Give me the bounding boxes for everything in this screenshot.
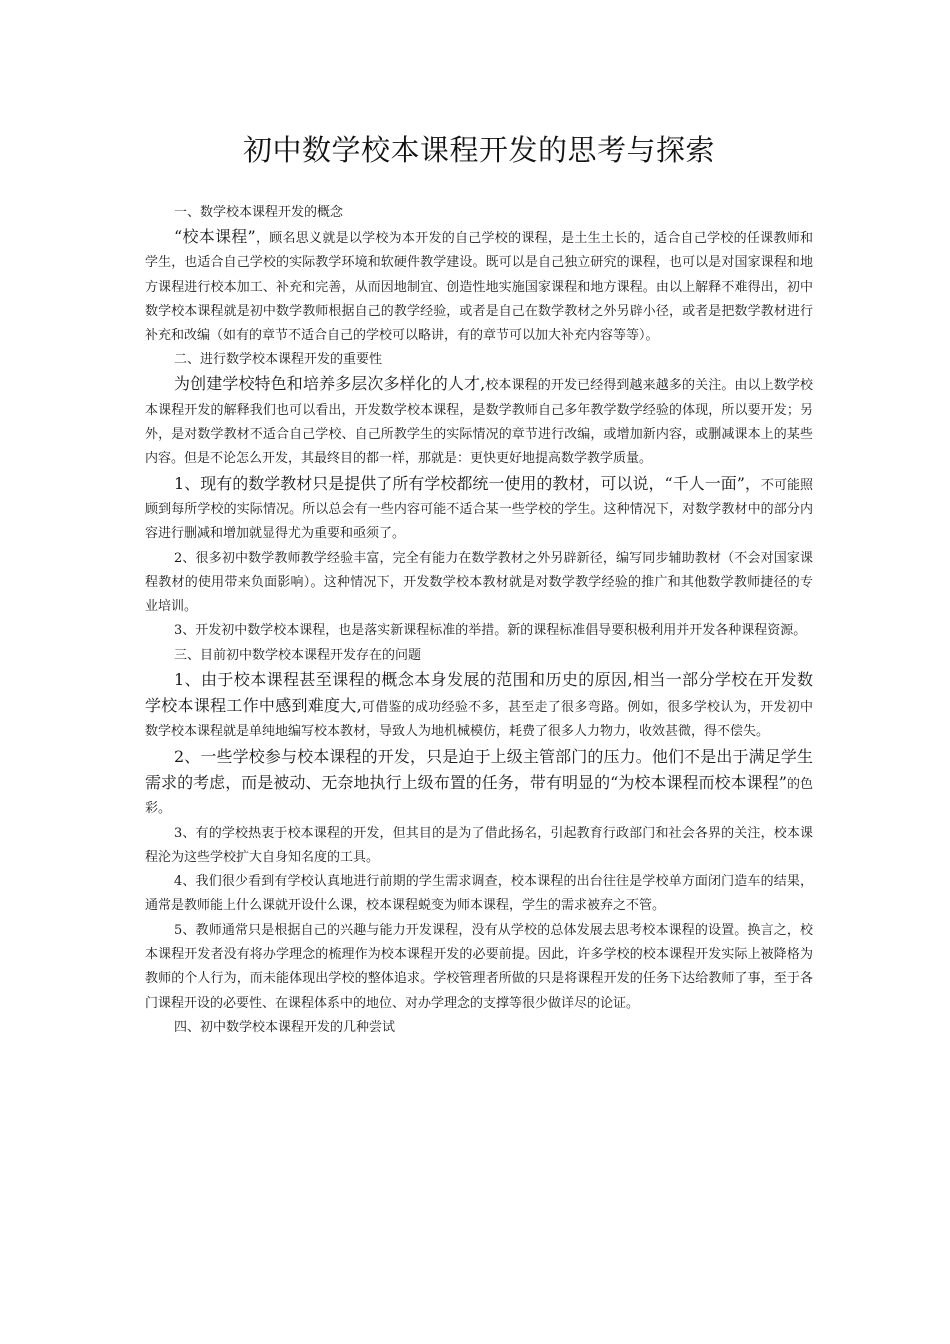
section-heading: 三、目前初中数学校本课程开发存在的问题 — [174, 647, 422, 663]
section-heading: 四、初中数学校本课程开发的几种尝试 — [174, 1019, 396, 1035]
paragraph-lead: 为创建学校特色和培养多层次多样化的人才, — [174, 374, 486, 394]
paragraph-text: ，顾名思义就是以学校为本开发的自己学校的课程，是土生土长的，适合自己学校的任课教师和学生，也适合自己学校的实际教学环境和软硬件教学建设。既可以是自己独立研究的课程，也可以是对国家课程和地方课程进行校本加工、补充和完善，从而因地制宜、创造性地实施国家课程和地方课程。由以上解释不难得出，初中数学校本课程就是初中数学教师根据自己的教学经验，或者是自己在数学教材之外另辟小径，或者是把数学教材进行补充和改编（如有的章节不适合自己的学校可以略讲，有的章节可以加大补充内容等等）。 — [145, 231, 813, 344]
paragraph-text: 3、有的学校热衷于校本课程的开发，但其目的是为了借此扬名，引起教育行政部门和社会各界的关注，校本课程沦为这些学校扩大自身知名度的工具。 — [145, 825, 813, 865]
paragraph-text: 5、教师通常只是根据自己的兴趣与能力开发课程，没有从学校的总体发展去思考校本课程的设置。换言之，校本课程开发者没有将办学理念的梳理作为校本课程开发的必要前提。因此，许多学校的校本课程开发实际上被降格为教师的个人行为，而未能体现出学校的整体追求。学校管理者所做的只是将课程开发的任务下达给教师了事，至于各门课程开设的必要性、在课程体系中的地位、对办学理念的支撑等很少做详尽的论证。 — [145, 922, 813, 1011]
paragraph-text: 的色彩。 — [145, 776, 813, 817]
paragraph-lead: 2、一些学校参与校本课程的开发，只是迫于上级主管部门的压力。他们不是出于满足学生需求的考虑，而是被动、无奈地执行上级布置的任务，带有明显的“为校本课程而校本课程” — [145, 746, 813, 792]
paragraph — [145, 472, 813, 547]
paragraph-text: 不可能照顾到每所学校的实际情况。所以总会有一些内容可能不适合某一些学校的学生。这种情况下，对数学教材中的部分内容进行删减和增加就显得尤为重要和亟须了。 — [145, 477, 813, 542]
section-heading: 一、数学校本课程开发的概念 — [174, 205, 344, 220]
paragraph — [145, 619, 813, 643]
paragraph — [145, 668, 813, 745]
paragraph — [145, 745, 813, 822]
paragraph-lead: 1、由于校本课程甚至课程的概念本身发展的范围和历史的原因,相当一部分学校在开发数学校本课程工作中感到难度大, — [145, 669, 813, 716]
paragraph-lead: 1、现有的数学教材只是提供了所有学校都统一使用的教材，可以说，“千人一面”， — [174, 473, 761, 493]
paragraph-text: 4、我们很少看到有学校认真地进行前期的学生需求调查，校本课程的出台往往是学校单方面闭门造车的结果，通常是教师能上什么课就开设什么课，校本课程蜕变为师本课程，学生的需求被弃之不管。 — [145, 874, 813, 914]
paragraph — [145, 225, 813, 348]
document-page — [145, 128, 813, 1040]
document-title: 初中数学校本课程开发的思考与探索 — [242, 133, 715, 167]
paragraph-text: 3、开发初中数学校本课程，也是落实新课程标准的举措。新的课程标准倡导要积极利用并开发各种课程资源。 — [174, 623, 807, 639]
paragraph — [145, 372, 813, 471]
paragraph-text: 可借鉴的成功经验不多，甚至走了很多弯路。例如，很多学校认为，开发初中数学校本课程就是单纯地编写校本教材，导致人为地机械模仿，耗费了很多人力物力，收效甚微，得不偿失。 — [145, 700, 813, 740]
paragraph-lead: “校本课程” — [174, 227, 256, 246]
paragraph — [145, 822, 813, 871]
paragraph-text: 2、很多初中数学教师教学经验丰富，完全有能力在数学教材之外另辟新径，编写同步辅助教材（不会对国家课程教材的使用带来负面影响）。这种情况下，开发数学校本教材就是对数学教学经验的推广和其他数学教师捷径的专业培训。 — [145, 550, 813, 615]
paragraph-text: 校本课程的开发已经得到越来越多的关注。由以上数学校本课程开发的解释我们也可以看出，开发数学校本课程，是数学教师自己多年教学数学经验的体现，所以要开发；另外，是对数学教材不适合自己学校、自己所教学生的实际情况的章节进行改编，或增加新内容，或删减课本上的某些内容。但是不论怎么开发，其最终目的都一样，那就是：更快更好地提高数学教学质量。 — [145, 378, 813, 467]
section-heading: 二、进行数学校本课程开发的重要性 — [174, 352, 383, 368]
paragraph — [145, 547, 813, 620]
paragraph — [145, 919, 813, 1016]
paragraph — [145, 870, 813, 919]
